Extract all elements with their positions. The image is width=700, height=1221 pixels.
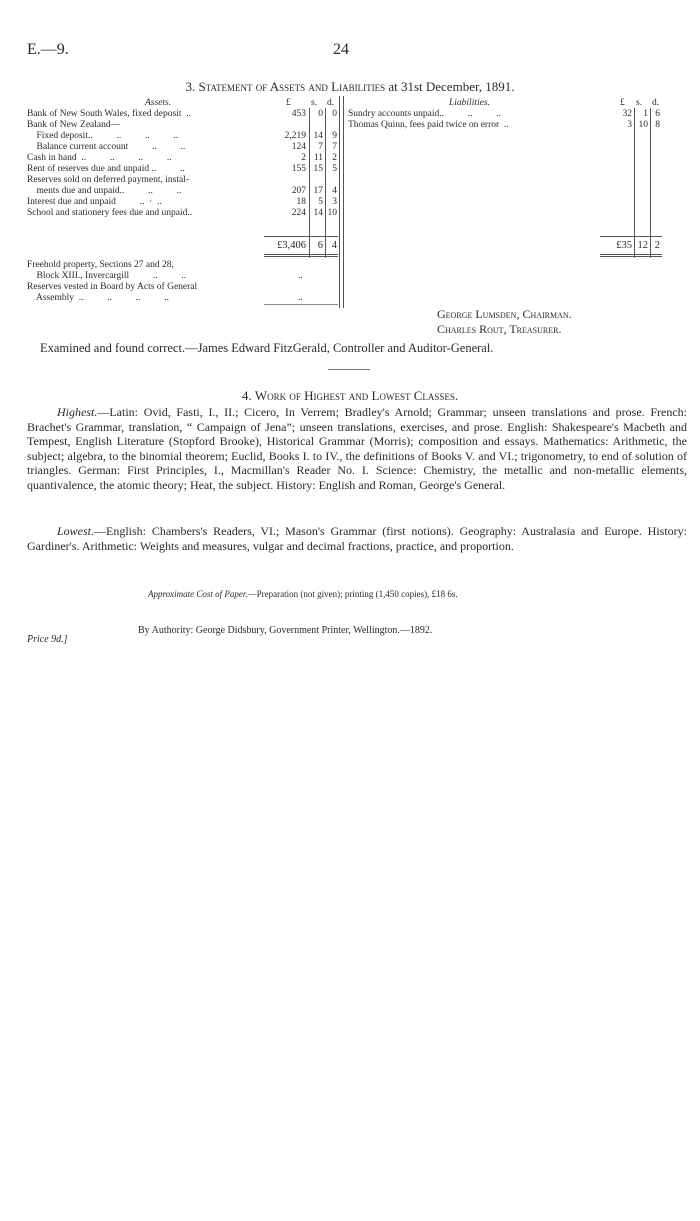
- asset-pounds: 2,219: [284, 131, 306, 141]
- assets-total-rule-bottom-2: [264, 256, 338, 257]
- assets-total-pounds: £3,406: [277, 240, 306, 251]
- asset-shillings: 14: [313, 208, 323, 218]
- center-rule-2: [343, 96, 344, 308]
- asset-shillings: 14: [313, 131, 323, 141]
- liabilities-total-pounds: £35: [616, 240, 632, 251]
- statement-table: [0, 0, 700, 330]
- asset-label: Balance current account .. ..: [27, 142, 186, 152]
- assets-total-shillings: 6: [317, 240, 323, 251]
- liability-pounds: 3: [627, 120, 632, 130]
- examined-note: Examined and found correct.—James Edward FitzGerald, Controller and Auditor-General.: [40, 341, 494, 355]
- liabilities-pence-head: d.: [652, 98, 660, 108]
- asset-pounds: 155: [291, 164, 306, 174]
- assets-total-pence: 4: [331, 240, 337, 251]
- asset-pence: 2: [332, 153, 337, 163]
- assets-shilling-head: s.: [311, 98, 318, 108]
- asset-label: Fixed deposit.. .. .. ..: [27, 131, 179, 141]
- asset-label: Bank of New Zealand—: [27, 120, 121, 130]
- assets-heading: Assets.: [145, 98, 172, 108]
- asset-pence: 0: [332, 109, 337, 119]
- liabilities-total-pence: 2: [654, 240, 660, 251]
- liabilities-pound-head: £: [620, 98, 625, 108]
- lowest-class-paragraph: [27, 524, 687, 553]
- liability-label: Sundry accounts unpaid.. .. ..: [348, 109, 502, 119]
- freehold-line-1: Freehold property, Sections 27 and 28,: [27, 260, 174, 270]
- liabilities-heading: Liabilities.: [449, 98, 490, 108]
- asset-pence: 3: [332, 197, 337, 207]
- asset-label: Rent of reserves due and unpaid .. ..: [27, 164, 185, 174]
- highest-label: Highest.: [57, 405, 98, 419]
- asset-label: School and stationery fees due and unpaid..: [27, 208, 193, 218]
- liabilities-total-rule-bottom: [600, 254, 662, 255]
- assets-pence-head: d.: [327, 98, 335, 108]
- assets-total-rule-top: [264, 236, 338, 237]
- price-note: Price 9d.]: [27, 634, 68, 645]
- reserves-vested-value-dots: ..: [298, 293, 303, 303]
- page-number: 24: [333, 41, 349, 58]
- asset-shillings: 5: [318, 197, 323, 207]
- center-rule: [339, 96, 340, 308]
- liabilities-shilling-head: s.: [636, 98, 643, 108]
- asset-pounds: 453: [291, 109, 306, 119]
- assets-total-rule-bottom: [264, 254, 338, 255]
- liability-pence: 6: [655, 109, 660, 119]
- assets-pound-head: £: [286, 98, 291, 108]
- asset-pounds: 2: [301, 153, 306, 163]
- asset-pence: 9: [332, 131, 337, 141]
- asset-pounds: 18: [296, 197, 306, 207]
- asset-pence: 10: [327, 208, 337, 218]
- cost-of-paper-note: Approximate Cost of Paper.—Preparation (not given); printing (1,450 copies), £18 6s.: [148, 589, 458, 599]
- asset-label: Bank of New South Wales, fixed deposit ..: [27, 109, 191, 119]
- asset-pounds: 224: [291, 208, 306, 218]
- liability-shillings: 1: [643, 109, 648, 119]
- lowest-text: —English: Chambers's Readers, VI.; Mason's Grammar (first notions). Geography: Australasia and Europe. History: Gardiner's. Arithmetic: Weights and measures, vulgar and decimal fractions, practice, and proportion.: [27, 524, 687, 553]
- asset-pence: 5: [332, 164, 337, 174]
- statement-title: 3. Statement of Assets and Liabilities at 31st December, 1891.: [185, 79, 515, 94]
- asset-pounds: 124: [291, 142, 306, 152]
- asset-shillings: 11: [313, 153, 323, 163]
- freehold-value-dots: ..: [298, 271, 303, 281]
- freehold-line-2: Block XIII., Invercargill .. ..: [27, 271, 187, 281]
- highest-text: —Latin: Ovid, Fasti, I., II.; Cicero, In Verrem; Bradley's Arnold; Grammar; unseen translations and prose. French: Brachet's Grammar, translation, “ Campaign of Jena”; unseen translations, exercises, and prose. English: Shakespeare's Macbeth and Tempest, English Literature (Stopford Brooke), Historical Grammar (Morris); composition and essays. Mathematics: Arithmetic, the subject; algebra, to the binomial theorem; Euclid, Books I. to IV., the definitions of Books V. and VI.; trigonometry, to end of solution of triangles. German: First Principles, I., Macmillan's Reader No. I. Science: Chemistry, the metallic and non-metallic elements, quantivalence, the atomic theory; Heat, the subject. History: English and Roman, George's General.: [27, 405, 687, 492]
- asset-label: Reserves sold on deferred payment, instal-: [27, 175, 189, 185]
- liability-label: Thomas Quinn, fees paid twice on error ..: [348, 120, 509, 130]
- reserves-vested-line-2: Assembly .. .. .. ..: [27, 293, 169, 303]
- asset-shillings: 15: [313, 164, 323, 174]
- asset-shillings: 0: [318, 109, 323, 119]
- chairman-signature: George Lumsden, Chairman.: [437, 307, 572, 321]
- work-title: 4. Work of Highest and Lowest Classes.: [241, 388, 459, 403]
- asset-label: Cash in hand .. .. .. ..: [27, 153, 172, 163]
- lowest-label: Lowest.: [57, 524, 95, 538]
- asset-pence: 7: [332, 142, 337, 152]
- section-divider: [328, 369, 370, 370]
- highest-class-paragraph: [27, 405, 687, 492]
- asset-pounds: 207: [291, 186, 306, 196]
- liabilities-total-rule-bottom-2: [600, 256, 662, 257]
- reserves-vested-line-1: Reserves vested in Board by Acts of General: [27, 282, 198, 292]
- asset-pence: 4: [332, 186, 337, 196]
- asset-label: ments due and unpaid.. .. ..: [27, 186, 182, 196]
- asset-label: Interest due and unpaid .. · ..: [27, 197, 162, 207]
- liabilities-total-rule-top: [600, 236, 662, 237]
- treasurer-signature: Charles Rout, Treasurer.: [437, 322, 562, 336]
- asset-shillings: 17: [313, 186, 323, 196]
- assets-extra-rule: [264, 304, 338, 305]
- liabilities-total-shillings: 12: [637, 240, 648, 251]
- liability-pence: 8: [655, 120, 660, 130]
- authority-line: By Authority: George Didsbury, Government Printer, Wellington.—1892.: [138, 625, 433, 636]
- document-reference: E.—9.: [27, 41, 69, 58]
- asset-shillings: 7: [318, 142, 323, 152]
- liability-shillings: 10: [638, 120, 648, 130]
- liability-pounds: 32: [622, 109, 632, 119]
